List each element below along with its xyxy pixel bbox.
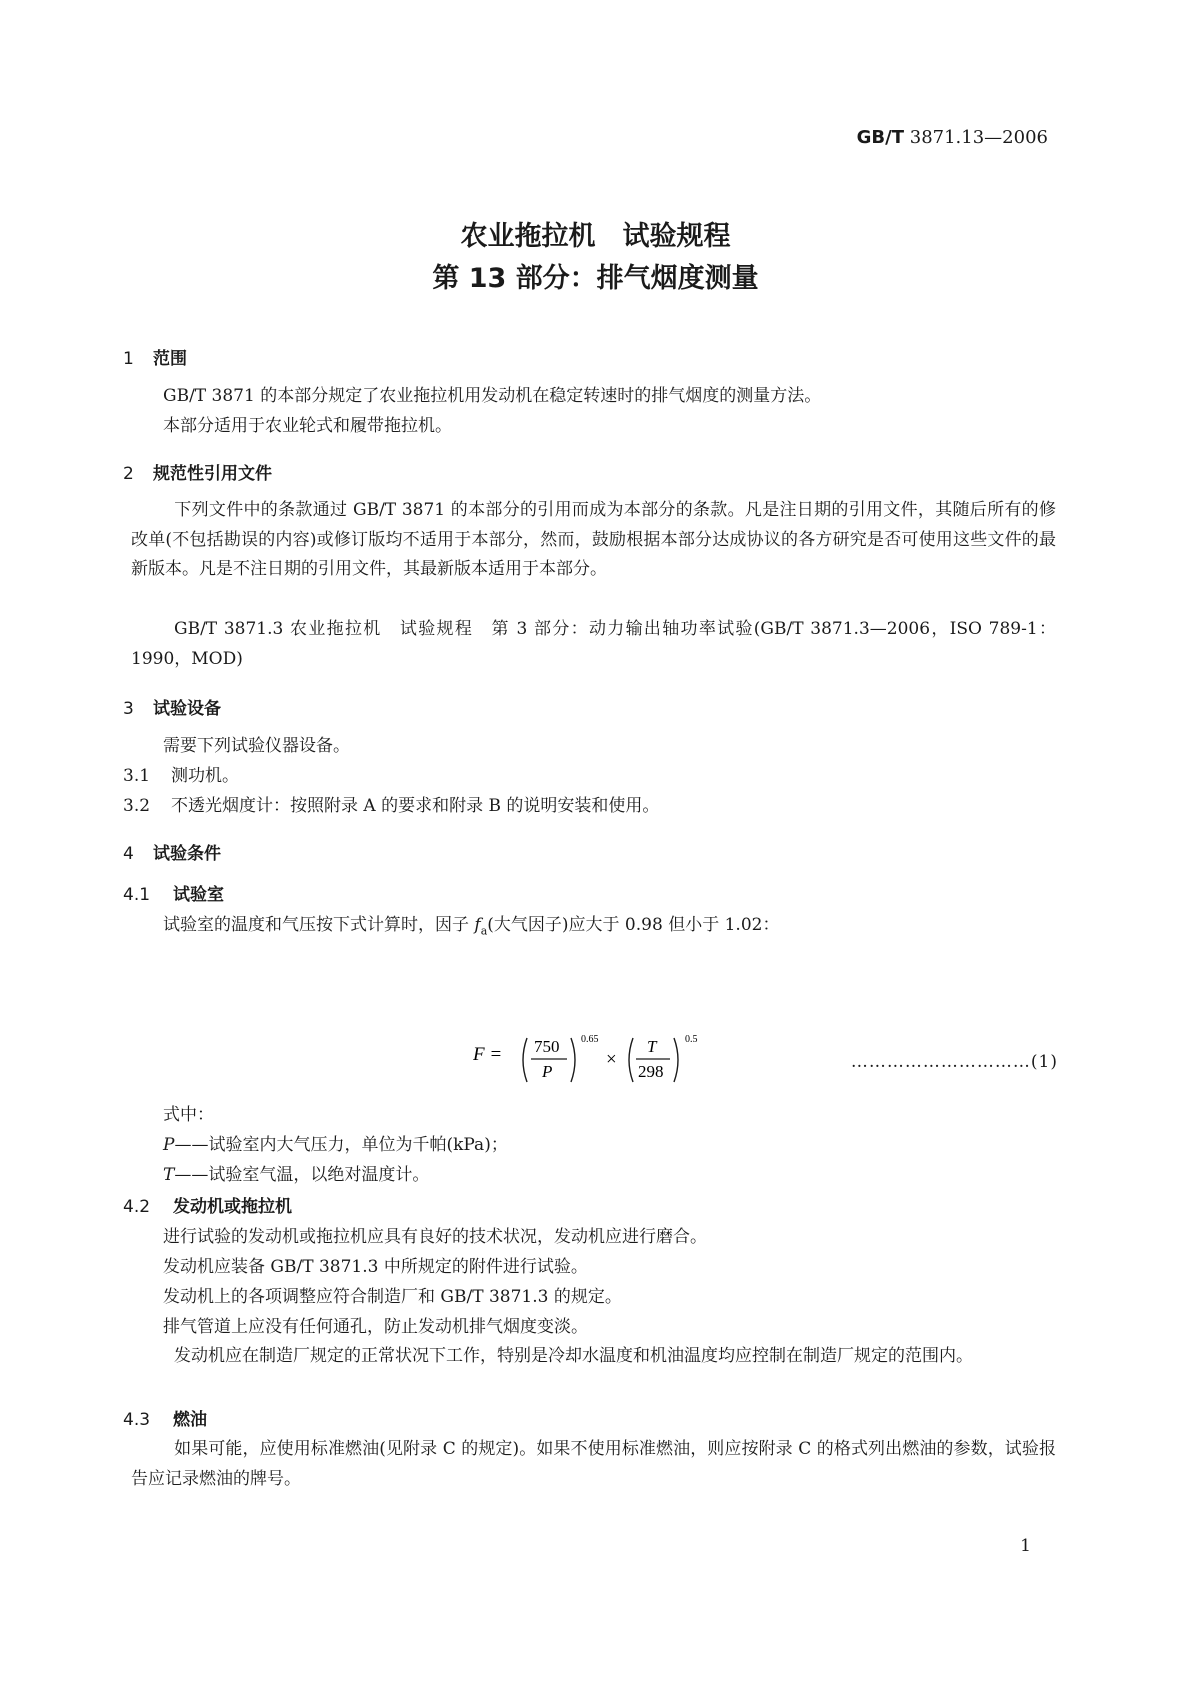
item-text: 不透光烟度计：按照附录 A 的要求和附录 B 的说明安装和使用。 xyxy=(171,796,660,816)
sec3-item-1 xyxy=(123,761,239,791)
sec3-item-2 xyxy=(123,791,659,821)
subsection-number: 4.3 xyxy=(123,1410,151,1430)
section-title: 试验条件 xyxy=(153,844,221,864)
paragraph-text: 试验室的温度和气压按下式计算时，因子 xyxy=(163,915,475,935)
subsection-number: 4.2 xyxy=(123,1197,151,1217)
paragraph-text: 下列文件中的条款通过 GB/T 3871 的本部分的引用而成为本部分的条款。凡是注日期的引用文件，其随后所有的修改单(不包括勘误的内容)或修订版均不适用于本部分，然而，鼓励根据本部分达成协议的各方研究是否可使用这些文件的最新版本。凡是不注日期的引用文件，其最新版本适用于本部分。 xyxy=(131,500,1056,579)
sec2-paragraph-1 xyxy=(131,496,1056,585)
subsection-title: 燃油 xyxy=(173,1410,207,1430)
right-paren-2 xyxy=(674,1038,678,1082)
item-number: 3.2 xyxy=(123,796,151,816)
right-paren-1 xyxy=(571,1038,575,1082)
fraction-2-numerator: T xyxy=(647,1037,657,1056)
document-subtitle: 第 13 部分：排气烟度测量 xyxy=(432,263,759,294)
paragraph-text: (大气因子)应大于 0.98 但小于 1.02： xyxy=(487,915,780,935)
variable-definition: ——试验室气温，以绝对温度计。 xyxy=(174,1165,430,1185)
item-text: 测功机。 xyxy=(171,766,239,786)
fraction-2-denominator: 298 xyxy=(638,1062,664,1081)
variable-definition: ——试验室内大气压力，单位为千帕(kPa)； xyxy=(174,1135,508,1155)
equation-number: …………………………(1) xyxy=(850,1052,1058,1072)
sec1-paragraph-1: GB/T 3871 的本部分规定了农业拖拉机用发动机在稳定转速时的排气烟度的测量方法。 xyxy=(163,386,822,406)
paragraph-text: 发动机应在制造厂规定的正常状况下工作，特别是冷却水温度和机油温度均应控制在制造厂规定的范围内。 xyxy=(174,1346,973,1366)
formula-lhs: F = xyxy=(473,1044,503,1065)
exponent-2: 0.5 xyxy=(685,1034,698,1045)
factor-symbol: f xyxy=(474,915,481,935)
fraction-1-denominator: P xyxy=(542,1062,553,1081)
section-title: 范围 xyxy=(153,349,187,369)
section-4-heading xyxy=(123,839,221,864)
section-title: 规范性引用文件 xyxy=(153,464,272,484)
subsection-4-3-heading xyxy=(123,1405,207,1430)
document-title: 农业拖拉机 试验规程 xyxy=(460,221,731,252)
sec42-paragraph-3: 发动机上的各项调整应符合制造厂和 GB/T 3871.3 的规定。 xyxy=(163,1287,622,1307)
standard-code: 3871.13—2006 xyxy=(909,127,1048,148)
times-sign: × xyxy=(606,1049,617,1070)
subsection-title: 试验室 xyxy=(173,885,224,905)
section-1-heading xyxy=(123,344,187,369)
sec41-paragraph xyxy=(163,910,779,946)
where-label: 式中： xyxy=(163,1105,214,1125)
section-number: 3 xyxy=(123,699,134,719)
standard-number xyxy=(857,127,1048,148)
definition-p xyxy=(163,1130,508,1160)
paragraph-text: 如果可能，应使用标准燃油(见附录 C 的规定)。如果不使用标准燃油，则应按附录 C 的格式列出燃油的参数，试验报告应记录燃油的牌号。 xyxy=(131,1439,1056,1489)
section-2-heading xyxy=(123,459,272,484)
formula-1 xyxy=(473,1030,733,1090)
sec42-paragraph-1: 进行试验的发动机或拖拉机应具有良好的技术状况，发动机应进行磨合。 xyxy=(163,1227,707,1247)
sec1-paragraph-2: 本部分适用于农业轮式和履带拖拉机。 xyxy=(163,416,452,436)
left-paren-1 xyxy=(523,1038,527,1082)
definition-t xyxy=(163,1160,429,1190)
sec42-paragraph-2: 发动机应装备 GB/T 3871.3 中所规定的附件进行试验。 xyxy=(163,1257,588,1277)
sec42-paragraph-5 xyxy=(131,1342,1056,1372)
reference-entry: GB/T 3871.3 农业拖拉机 试验规程 第 3 部分：动力输出轴功率试验(GB/T 3871.3—2006，ISO 789-1：1990，MOD) xyxy=(131,619,1056,669)
subsection-number: 4.1 xyxy=(123,885,151,905)
section-number: 1 xyxy=(123,349,134,369)
sec43-paragraph-1 xyxy=(131,1435,1056,1494)
exponent-1: 0.65 xyxy=(581,1034,599,1045)
section-3-heading xyxy=(123,694,221,719)
page-number: 1 xyxy=(1020,1536,1031,1556)
section-number: 4 xyxy=(123,844,134,864)
sec3-intro: 需要下列试验仪器设备。 xyxy=(163,736,350,756)
left-paren-2 xyxy=(629,1038,633,1082)
standard-prefix: GB/T xyxy=(856,127,905,148)
variable-symbol: T xyxy=(163,1165,175,1185)
variable-symbol: P xyxy=(163,1135,175,1155)
subsection-4-1-heading xyxy=(123,880,224,905)
section-title: 试验设备 xyxy=(153,699,221,719)
subsection-title: 发动机或拖拉机 xyxy=(173,1197,292,1217)
subsection-4-2-heading xyxy=(123,1192,292,1217)
sec42-paragraph-4: 排气管道上应没有任何通孔，防止发动机排气烟度变淡。 xyxy=(163,1317,588,1337)
sec2-paragraph-2 xyxy=(131,615,1056,674)
item-number: 3.1 xyxy=(123,766,151,786)
factor-subscript: a xyxy=(480,924,488,938)
fraction-1-numerator: 750 xyxy=(534,1037,560,1056)
section-number: 2 xyxy=(123,464,134,484)
